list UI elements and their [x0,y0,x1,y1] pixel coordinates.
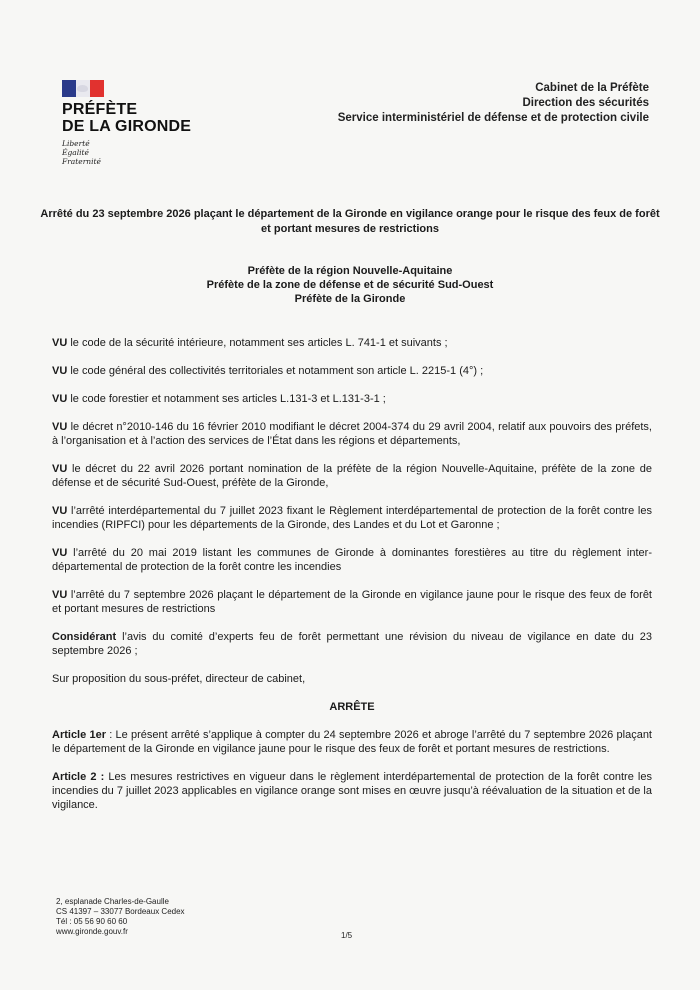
visa-text: le code forestier et notamment ses articles L.131-3 et L.131-3-1 ; [67,393,386,405]
address-phone: Tél : 05 56 90 60 60 [56,917,128,926]
visa-text: l’arrêté interdépartemental du 7 juillet 2023 fixant le Règlement interdépartemental de protection de la forêt contre les incendies (RIPFCI) pour les départements de la Gironde, des Landes et du Lot et Garonne ; [52,505,652,531]
visa-lead: VU [52,547,68,559]
article-2-lead: Article 2 : [52,771,105,783]
visa-paragraph [52,504,652,532]
visa-lead: VU [52,463,68,475]
prefecture-logo [62,80,222,166]
decree-body [52,336,652,826]
motto [62,139,222,166]
motto-liberte: Liberté [62,139,90,148]
footer-address [56,897,185,937]
proposal-text: Sur proposition du sous-préfet, directeur de cabinet, [52,673,306,685]
visa-paragraph [52,392,652,406]
service-line: Service interministériel de défense et de protection civile [337,112,649,124]
visa-text: le décret n°2010-146 du 16 février 2010 modifiant le décret 2004-374 du 29 avril 2004, relatif aux pouvoirs des préfets, à l’organisation et à l’action des services de l’État dans les régions et départements, [52,421,652,447]
visa-paragraph [52,588,652,616]
article-2-text: Les mesures restrictives en vigueur dans le règlement interdépartemental de protection de la forêt contre les incendies du 7 juillet 2023 applicables en vigilance orange sont mises en œuvre jusqu’à réévaluation de la situation et de la vigilance. [52,771,652,811]
page-number: 1/5 [341,931,353,940]
authority-line: Préfète de la région Nouvelle-Aquitaine [247,265,453,277]
visa-lead: VU [52,505,68,517]
visa-paragraph [52,336,652,350]
article-1-text: : Le présent arrêté s’applique à compter du 24 septembre 2026 et abroge l’arrêté du 7 septembre 2026 plaçant le département de la Gironde en vigilance jaune pour le risque des feux de forêt et portant mesures de restrictions. [52,729,652,755]
authority-block [40,264,660,306]
visa-paragraph [52,364,652,378]
proposal-paragraph [52,672,652,686]
visa-text: le décret du 22 avril 2026 portant nomination de la préfète de la région Nouvelle-Aquitaine, préfète de la zone de défense et de sécurité Sud-Ouest, préfète de la Gironde, [52,463,652,489]
visa-paragraph [52,420,652,448]
visa-lead: VU [52,393,68,405]
logo-title-line2: DE LA GIRONDE [62,118,192,135]
address-street: 2, esplanade Charles-de-Gaulle [56,897,169,906]
direction-line: Direction des sécurités [522,97,649,109]
marianne-flag-icon [62,80,104,97]
logo-title [62,101,222,135]
logo-title-line1: PRÉFÈTE [62,101,138,118]
visa-paragraph [52,546,652,574]
considerant-lead: Considérant [52,631,117,643]
motto-egalite: Égalité [62,148,89,157]
visa-lead: VU [52,365,68,377]
visa-text: le code de la sécurité intérieure, notamment ses articles L. 741-1 et suivants ; [67,337,448,349]
website-link[interactable]: www.gironde.gouv.fr [56,927,128,936]
considerant-text: l’avis du comité d’experts feu de forêt permettant une révision du niveau de vigilance en date du 23 septembre 2026 ; [52,631,652,657]
considerant-paragraph [52,630,652,658]
visa-paragraph [52,462,652,490]
visa-text: l’arrêté du 20 mai 2019 listant les communes de Gironde à dominantes forestières au titre du règlement inter-départemental de protection de la forêt contre les incendies [52,547,652,573]
visa-lead: VU [52,589,68,601]
visa-lead: VU [52,421,68,433]
motto-fraternite: Fraternité [62,157,101,166]
issuing-service [338,81,649,126]
article-1-lead: Article 1er [52,729,106,741]
visa-text: le code général des collectivités territoriales et notamment son article L. 2215-1 (4°) ; [67,365,484,377]
article-1 [52,728,652,756]
visa-lead: VU [52,337,68,349]
arrete-heading: ARRÊTE [329,701,375,713]
visa-text: l’arrêté du 7 septembre 2026 plaçant le département de la Gironde en vigilance jaune pour le risque des feux de forêt et portant mesures de restrictions [52,589,652,615]
cabinet-line: Cabinet de la Préfète [535,82,649,94]
article-2 [52,770,652,812]
authority-line: Préfète de la zone de défense et de sécurité Sud-Ouest [206,279,494,291]
authority-line: Préfète de la Gironde [294,293,406,305]
address-postal: CS 41397 – 33077 Bordeaux Cedex [56,907,185,916]
decree-title: Arrêté du 23 septembre 2026 plaçant le département de la Gironde en vigilance orange pour le risque des feux de forêt et portant mesures de restrictions [40,208,660,235]
